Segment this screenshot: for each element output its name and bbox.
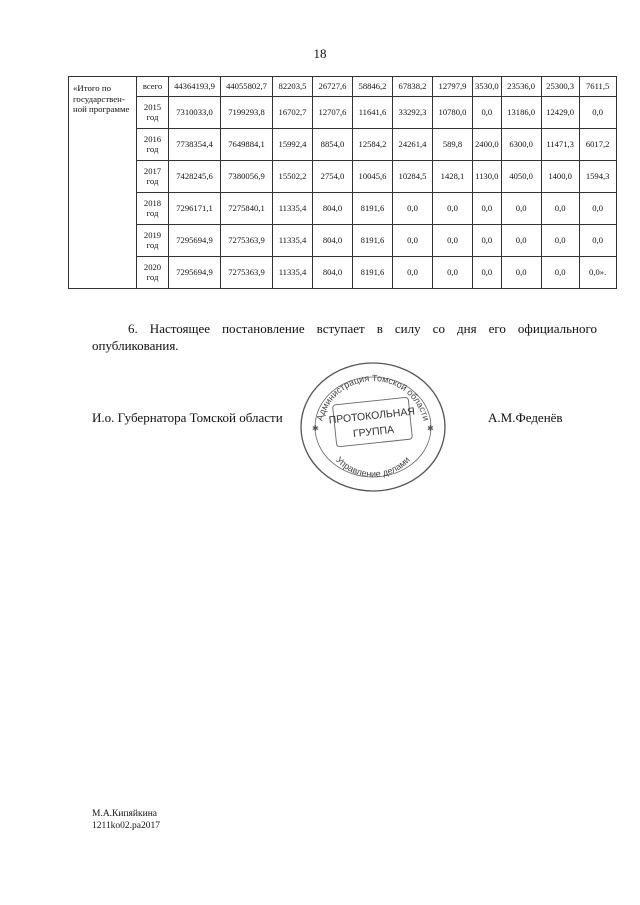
value-cell: 11335,4 — [273, 257, 313, 289]
value-cell: 0,0 — [541, 257, 579, 289]
value-cell: 7295694,9 — [169, 257, 221, 289]
value-cell: 0,0 — [501, 257, 541, 289]
value-cell: 7275363,9 — [221, 225, 273, 257]
value-cell: 8191,6 — [353, 193, 393, 225]
signature-title: И.о. Губернатора Томской области — [92, 410, 283, 425]
value-cell: 0,0 — [473, 193, 502, 225]
value-cell: 8191,6 — [353, 225, 393, 257]
table-row — [69, 193, 617, 225]
value-cell: 12797,9 — [433, 77, 473, 97]
value-cell: 7295694,9 — [169, 225, 221, 257]
value-cell: 0,0 — [579, 225, 616, 257]
value-cell: 82203,5 — [273, 77, 313, 97]
value-cell: 0,0 — [433, 193, 473, 225]
period-cell: 2015 год — [137, 97, 169, 129]
period-cell: 2017 год — [137, 161, 169, 193]
value-cell: 12584,2 — [353, 129, 393, 161]
period-cell: 2019 год — [137, 225, 169, 257]
value-cell: 16702,7 — [273, 97, 313, 129]
value-cell: 7428245,6 — [169, 161, 221, 193]
value-cell: 24261,4 — [393, 129, 433, 161]
value-cell: 4050,0 — [501, 161, 541, 193]
stamp-star-icon: ✱ — [427, 424, 434, 433]
value-cell: 0,0 — [501, 225, 541, 257]
value-cell: 7296171,1 — [169, 193, 221, 225]
value-cell: 2400,0 — [473, 129, 502, 161]
stamp-outer-bottom: Управление делами — [334, 454, 412, 480]
value-cell: 0,0 — [393, 193, 433, 225]
table-row — [69, 257, 617, 289]
stamp-inner-line-1: ПРОТОКОЛЬНАЯ — [328, 405, 416, 427]
value-cell: 23536,0 — [501, 77, 541, 97]
value-cell: 0,0 — [501, 193, 541, 225]
value-cell: 15992,4 — [273, 129, 313, 161]
signature-name: А.М.Феденёв — [488, 410, 563, 425]
period-cell: 2020 год — [137, 257, 169, 289]
value-cell: 2754,0 — [313, 161, 353, 193]
value-cell: 0,0 — [433, 225, 473, 257]
table-row — [69, 97, 617, 129]
value-cell: 804,0 — [313, 193, 353, 225]
value-cell: 7649884,1 — [221, 129, 273, 161]
period-cell: 2016 год — [137, 129, 169, 161]
value-cell: 1594,3 — [579, 161, 616, 193]
value-cell: 7380056,9 — [221, 161, 273, 193]
value-cell: 7310033,0 — [169, 97, 221, 129]
value-cell: 6017,2 — [579, 129, 616, 161]
value-cell: 7275840,1 — [221, 193, 273, 225]
document-code: 1211ko02.pa2017 — [92, 821, 160, 831]
period-cell: всего — [137, 77, 169, 97]
value-cell: 0,0 — [393, 257, 433, 289]
value-cell: 10284,5 — [393, 161, 433, 193]
value-cell: 8854,0 — [313, 129, 353, 161]
value-cell: 3530,0 — [473, 77, 502, 97]
value-cell: 7275363,9 — [221, 257, 273, 289]
budget-table — [68, 76, 617, 289]
value-cell: 8191,6 — [353, 257, 393, 289]
stamp-outer-top: Администрация Томской области — [314, 372, 432, 422]
value-cell: 33292,3 — [393, 97, 433, 129]
table-row — [69, 161, 617, 193]
stamp-star-icon: ✱ — [312, 424, 319, 433]
value-cell: 58846,2 — [353, 77, 393, 97]
page-number: 18 — [313, 46, 327, 61]
value-cell: 0,0 — [579, 193, 616, 225]
value-cell: 1428,1 — [433, 161, 473, 193]
value-cell: 44364193,9 — [169, 77, 221, 97]
value-cell: 11471,3 — [541, 129, 579, 161]
executor-name: М.А.Кипяйкина — [92, 809, 158, 819]
value-cell: 804,0 — [313, 225, 353, 257]
table-row — [69, 225, 617, 257]
value-cell: 12429,0 — [541, 97, 579, 129]
value-cell: 1400,0 — [541, 161, 579, 193]
value-cell: 6300,0 — [501, 129, 541, 161]
value-cell: 25300,3 — [541, 77, 579, 97]
value-cell: 0,0 — [393, 225, 433, 257]
value-cell: 11641,6 — [353, 97, 393, 129]
value-cell: 1130,0 — [473, 161, 502, 193]
table-row — [69, 129, 617, 161]
row-group-label: «Итого по государствен-ной программе — [69, 77, 137, 289]
value-cell: 0,0 — [473, 225, 502, 257]
value-cell: 11335,4 — [273, 193, 313, 225]
value-cell: 804,0 — [313, 257, 353, 289]
period-cell: 2018 год — [137, 193, 169, 225]
svg-text:Управление делами — [334, 455, 412, 479]
value-cell: 13186,0 — [501, 97, 541, 129]
value-cell: 589,8 — [433, 129, 473, 161]
table-row — [69, 77, 617, 97]
official-stamp — [293, 355, 453, 495]
value-cell: 44055802,7 — [221, 77, 273, 97]
value-cell: 15502,2 — [273, 161, 313, 193]
value-cell: 0,0 — [579, 97, 616, 129]
stamp-inner-line-2: ГРУППА — [352, 423, 395, 441]
footer — [92, 808, 160, 832]
value-cell: 10780,0 — [433, 97, 473, 129]
value-cell: 7199293,8 — [221, 97, 273, 129]
value-cell: 67838,2 — [393, 77, 433, 97]
value-cell: 12707,6 — [313, 97, 353, 129]
decree-paragraph — [92, 320, 597, 354]
value-cell: 11335,4 — [273, 225, 313, 257]
value-cell: 10045,6 — [353, 161, 393, 193]
value-cell: 0,0». — [579, 257, 616, 289]
value-cell: 0,0 — [473, 257, 502, 289]
value-cell: 7611,5 — [579, 77, 616, 97]
value-cell: 7738354,4 — [169, 129, 221, 161]
value-cell: 26727,6 — [313, 77, 353, 97]
value-cell: 0,0 — [541, 225, 579, 257]
decree-line-2: опубликования. — [92, 338, 179, 353]
value-cell: 0,0 — [541, 193, 579, 225]
value-cell: 0,0 — [473, 97, 502, 129]
value-cell: 0,0 — [433, 257, 473, 289]
decree-line-1: 6. Настоящее постановление вступает в силу со дня его официального — [128, 321, 597, 336]
